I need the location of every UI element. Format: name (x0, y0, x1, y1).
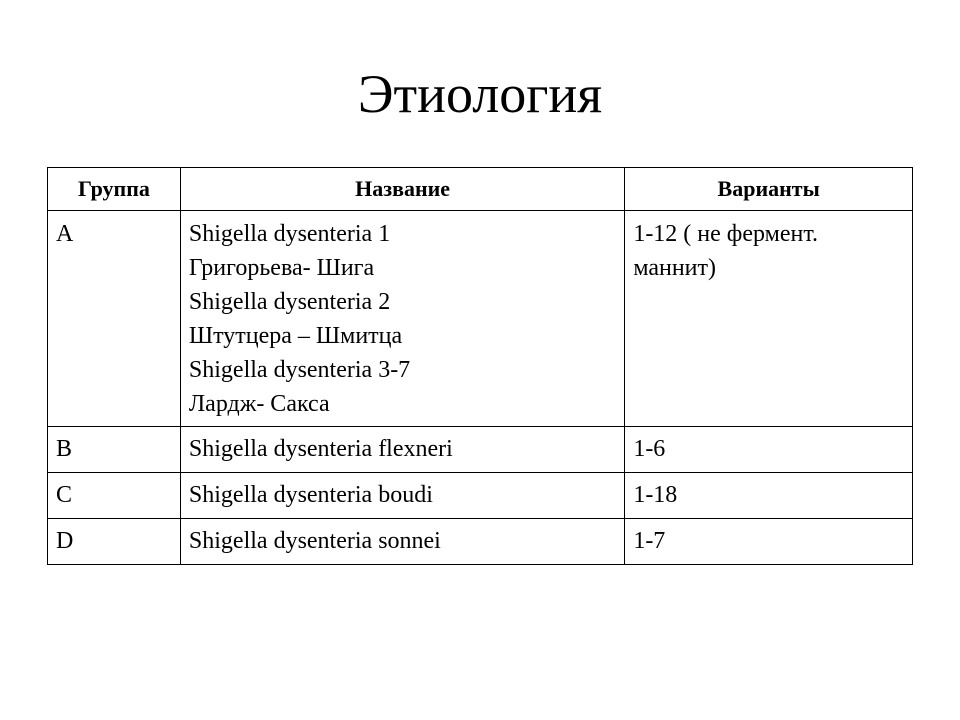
name-line: Shigella dysenteria 2 (188, 289, 391, 315)
name-line: Лардж- Сакса (188, 391, 330, 417)
group-cell: C (48, 473, 181, 519)
name-line: Штутцера – Шмитца (188, 323, 403, 349)
header-name: Название (180, 168, 624, 211)
group-cell: A (48, 211, 181, 427)
variants-cell: 1-6 (625, 427, 913, 473)
table-row (48, 211, 913, 427)
slide-title: Этиология (357, 64, 603, 124)
table-row (48, 473, 913, 519)
variants-cell: 1-7 (625, 519, 913, 565)
table-row (48, 427, 913, 473)
group-cell: B (48, 427, 181, 473)
name-line: Григорьева- Шига (188, 255, 375, 281)
group-cell: D (48, 519, 181, 565)
name-line: Shigella dysenteria 3-7 (188, 357, 411, 383)
table-header-row (48, 168, 913, 211)
name-cell: Shigella dysenteria boudi (180, 473, 624, 519)
etiology-table (47, 167, 913, 565)
variants-cell: 1-18 (625, 473, 913, 519)
table-row (48, 519, 913, 565)
variants-line: маннит) (633, 255, 716, 281)
variants-line: 1-12 ( не фермент. (633, 221, 818, 247)
header-variants: Варианты (625, 168, 913, 211)
name-cell: Shigella dysenteria sonnei (180, 519, 624, 565)
variants-cell (625, 211, 913, 427)
name-cell: Shigella dysenteria flexneri (180, 427, 624, 473)
name-line: Shigella dysenteria 1 (188, 221, 391, 247)
name-cell (180, 211, 624, 427)
header-group: Группа (48, 168, 181, 211)
